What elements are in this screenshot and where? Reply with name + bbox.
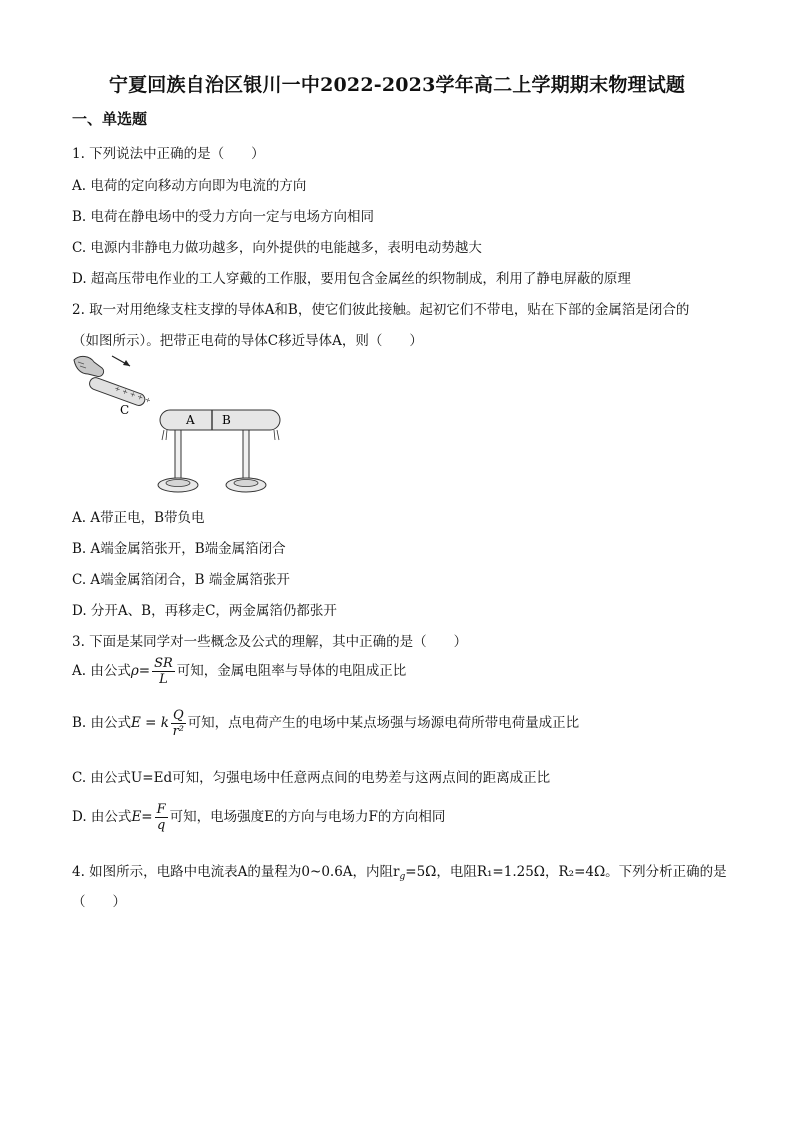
q3-a-numerator: SR bbox=[154, 656, 173, 671]
q3-a-lhs: ρ= bbox=[130, 663, 151, 679]
q4-stem-part2: =5Ω，电阻R₁=1.25Ω，R₂=4Ω。下列分析正确的是 bbox=[405, 864, 727, 880]
insulating-stands bbox=[158, 430, 266, 492]
q3-d-numerator: F bbox=[156, 802, 166, 817]
q3-option-a bbox=[72, 656, 406, 687]
conductor-figure-svg bbox=[72, 352, 302, 502]
q3-option-c: C. 由公式U=Ed可知，匀强电场中任意两点间的电势差与这两点间的距离成正比 bbox=[72, 770, 551, 786]
q3-d-prefix: D. 由公式 bbox=[72, 809, 132, 825]
q3-a-prefix: A. 由公式 bbox=[72, 663, 131, 679]
q4-stem-line2: （ ） bbox=[72, 894, 126, 910]
svg-text:+ + + + +: + + + + + bbox=[113, 384, 152, 405]
q1-option-d: D. 超高压带电作业的工人穿戴的工作服，要用包含金属丝的织物制成，利用了静电屏蔽的原理 bbox=[72, 271, 631, 287]
q3-d-lhs: E= bbox=[131, 809, 153, 825]
q2-option-b: B. A端金属箔张开，B端金属箔闭合 bbox=[72, 541, 286, 557]
q4-stem-part1: 4. 如图所示，电路中电流表A的量程为0~0.6A，内阻r bbox=[72, 864, 400, 880]
label-b: B bbox=[222, 413, 231, 427]
q2-option-c: C. A端金属箔闭合，B 端金属箔张开 bbox=[72, 572, 290, 588]
q3-option-d bbox=[72, 802, 445, 833]
page-title: 宁夏回族自治区银川一中2022-2023学年高二上学期期末物理试题 bbox=[108, 74, 686, 96]
q3-b-lhs: E = k bbox=[131, 715, 169, 731]
motion-arrow-icon bbox=[112, 356, 130, 366]
q3-option-b bbox=[72, 708, 579, 739]
q3-b-prefix: B. 由公式 bbox=[72, 715, 132, 731]
label-a: A bbox=[186, 413, 195, 427]
q4-stem-line1 bbox=[72, 860, 727, 882]
label-c: C bbox=[120, 403, 130, 417]
q1-option-b: B. 电荷在静电场中的受力方向一定与电场方向相同 bbox=[72, 209, 375, 225]
q3-a-denominator: L bbox=[159, 672, 168, 687]
q2-stem-line2: （如图所示）。把带正电荷的导体C移近导体A，则（ ） bbox=[72, 333, 423, 349]
q1-stem: 1. 下列说法中正确的是（ ） bbox=[72, 146, 265, 162]
q2-option-d: D. 分开A、B，再移走C，两金属箔仍都张开 bbox=[72, 603, 337, 619]
q3-b-denominator: r² bbox=[172, 724, 184, 739]
q3-b-text: 可知，点电荷产生的电场中某点场强与场源电荷所带电荷量成正比 bbox=[187, 715, 580, 731]
hand-icon bbox=[74, 356, 104, 376]
q3-b-fraction bbox=[171, 708, 186, 739]
q4-subscript-g: g bbox=[399, 872, 406, 882]
q3-b-numerator: Q bbox=[172, 708, 184, 723]
q3-d-text: 可知，电场强度E的方向与电场力F的方向相同 bbox=[169, 809, 446, 825]
q3-a-fraction bbox=[152, 656, 175, 687]
q2-stem-line1: 2. 取一对用绝缘支柱支撑的导体A和B，使它们彼此接触。起初它们不带电，贴在下部的金属箔是闭合的 bbox=[72, 302, 690, 318]
q1-option-c: C. 电源内非静电力做功越多，向外提供的电能越多，表明电动势越大 bbox=[72, 240, 482, 256]
q3-a-text: 可知，金属电阻率与导体的电阻成正比 bbox=[176, 663, 407, 679]
section-heading: 一、单选题 bbox=[72, 110, 148, 128]
q3-stem: 3. 下面是某同学对一些概念及公式的理解，其中正确的是（ ） bbox=[72, 634, 468, 650]
q1-option-a: A. 电荷的定向移动方向即为电流的方向 bbox=[72, 178, 307, 194]
conductor-figure bbox=[72, 352, 302, 502]
q2-option-a: A. A带正电，B带负电 bbox=[72, 510, 205, 526]
q3-d-denominator: q bbox=[156, 818, 166, 833]
q3-d-fraction bbox=[155, 802, 168, 833]
